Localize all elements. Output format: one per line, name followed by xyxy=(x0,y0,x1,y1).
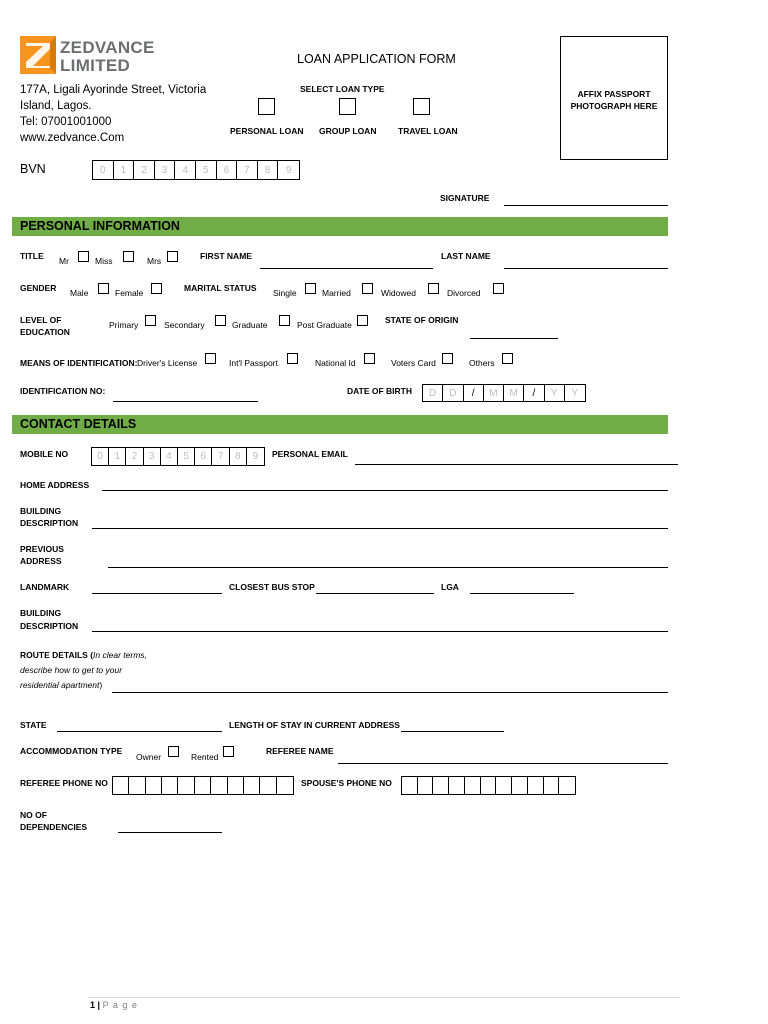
first-name-field[interactable] xyxy=(260,268,433,269)
dob-label: DATE OF BIRTH xyxy=(347,386,413,396)
state-origin-label: STATE OF ORIGIN xyxy=(385,315,459,325)
mobile-digit-boxes[interactable] xyxy=(91,447,265,466)
gender-male-label: Male xyxy=(70,288,89,298)
edu-postgraduate-label: Post Graduate xyxy=(297,320,352,330)
referee-name-label: REFEREE NAME xyxy=(266,746,334,756)
building-desc-field[interactable] xyxy=(92,528,668,529)
marital-widowed-checkbox[interactable] xyxy=(428,283,439,294)
bvn-digit: 0 xyxy=(93,161,114,179)
company-address xyxy=(20,82,206,146)
gender-male-checkbox[interactable] xyxy=(98,283,109,294)
building2-label-2: DESCRIPTION xyxy=(20,621,79,631)
referee-phone-label: REFEREE PHONE NO xyxy=(20,778,108,788)
edu-graduate-label: Graduate xyxy=(232,320,268,330)
email-label: PERSONAL EMAIL xyxy=(272,449,348,459)
bvn-digit: 9 xyxy=(285,164,292,176)
contact-details-heading: CONTACT DETAILS xyxy=(20,417,137,431)
personal-info-band xyxy=(12,217,668,236)
gender-female-label: Female xyxy=(115,288,144,298)
title-mrs-checkbox[interactable] xyxy=(167,251,178,262)
accommodation-rented-checkbox[interactable] xyxy=(223,746,234,757)
state-field[interactable] xyxy=(57,731,222,732)
edu-primary-checkbox[interactable] xyxy=(145,315,156,326)
edu-postgraduate-checkbox[interactable] xyxy=(357,315,368,326)
means-id-drivers-label: Driver's License xyxy=(137,358,198,368)
email-field[interactable] xyxy=(355,464,678,465)
previous-address-label-2: ADDRESS xyxy=(20,556,62,566)
means-id-national-checkbox[interactable] xyxy=(364,353,375,364)
dependencies-label-1: NO OF xyxy=(20,810,47,820)
building-desc-label-1: BUILDING xyxy=(20,506,62,516)
accommodation-owner-label: Owner xyxy=(136,752,162,762)
bus-stop-field[interactable] xyxy=(316,593,434,594)
education-label-line1: LEVEL OF xyxy=(20,315,62,325)
mobile-digit: 3 xyxy=(144,448,161,465)
title-mr-label: Mr xyxy=(59,256,69,266)
mobile-digit: 2 xyxy=(126,448,143,465)
loan-type-travel-label: TRAVEL LOAN xyxy=(398,126,458,136)
marital-married-label: Married xyxy=(322,288,351,298)
means-id-passport-checkbox[interactable] xyxy=(287,353,298,364)
mobile-digit: 7 xyxy=(212,448,229,465)
bvn-digit: 3 xyxy=(155,161,176,179)
means-id-voters-label: Voters Card xyxy=(391,358,436,368)
building2-label-1: BUILDING xyxy=(20,608,62,618)
id-number-field[interactable] xyxy=(113,401,258,402)
company-logo xyxy=(20,36,155,76)
marital-divorced-checkbox[interactable] xyxy=(493,283,504,294)
means-id-drivers-checkbox[interactable] xyxy=(205,353,216,364)
personal-info-heading: PERSONAL INFORMATION xyxy=(20,219,180,233)
landmark-field[interactable] xyxy=(92,593,222,594)
means-id-national-label: National Id xyxy=(315,358,356,368)
dob-cell: D xyxy=(423,385,443,401)
page-word: P a g e xyxy=(102,1000,138,1010)
marital-single-checkbox[interactable] xyxy=(305,283,316,294)
logo-text-line2: LIMITED xyxy=(60,56,131,75)
edu-graduate-checkbox[interactable] xyxy=(279,315,290,326)
accommodation-label: ACCOMMODATION TYPE xyxy=(20,746,123,756)
bvn-digit: 8 xyxy=(258,161,279,179)
loan-type-group-label: GROUP LOAN xyxy=(319,126,377,136)
accommodation-owner-checkbox[interactable] xyxy=(168,746,179,757)
dob-cell: M xyxy=(484,385,504,401)
means-id-others-checkbox[interactable] xyxy=(502,353,513,364)
route-hint-1: In clear terms, xyxy=(93,650,147,660)
page-separator: | xyxy=(97,1000,101,1010)
gender-label: GENDER xyxy=(20,283,57,293)
mobile-digit: 5 xyxy=(178,448,195,465)
bvn-digit: 5 xyxy=(196,161,217,179)
page-number: 1 xyxy=(90,1000,96,1010)
route-hint-2: describe how to get to your xyxy=(20,665,123,675)
dob-separator: / xyxy=(464,385,484,401)
dob-cell: M xyxy=(504,385,524,401)
form-title: LOAN APPLICATION FORM xyxy=(297,52,456,66)
logo-mark-icon xyxy=(20,36,56,74)
building-desc-label-2: DESCRIPTION xyxy=(20,518,79,528)
building2-field[interactable] xyxy=(92,631,668,632)
mobile-digit: 0 xyxy=(92,448,109,465)
title-label: TITLE xyxy=(20,251,44,261)
signature-label: SIGNATURE xyxy=(440,193,490,203)
bvn-label: BVN xyxy=(20,162,46,176)
mobile-digit: 8 xyxy=(230,448,247,465)
photo-label-line2: PHOTOGRAPH HERE xyxy=(570,101,658,111)
passport-photo-box[interactable] xyxy=(560,36,668,160)
route-close: ) xyxy=(99,680,103,690)
signature-line[interactable] xyxy=(504,205,668,206)
address-line2: Island, Lagos. xyxy=(20,100,92,112)
home-address-field[interactable] xyxy=(102,490,668,491)
last-name-field[interactable] xyxy=(504,268,668,269)
marital-status-label: MARITAL STATUS xyxy=(184,283,257,293)
mobile-digit: 9 xyxy=(252,451,259,462)
edu-primary-label: Primary xyxy=(109,320,139,330)
means-id-others-label: Others xyxy=(469,358,495,368)
company-website: www.zedvance.Com xyxy=(20,132,125,144)
previous-address-label-1: PREVIOUS xyxy=(20,544,64,554)
dependencies-field[interactable] xyxy=(118,832,222,833)
bvn-digit: 2 xyxy=(134,161,155,179)
marital-married-checkbox[interactable] xyxy=(362,283,373,294)
footer-rule xyxy=(88,997,680,998)
select-loan-type-label: SELECT LOAN TYPE xyxy=(300,84,385,94)
bvn-digit: 4 xyxy=(175,161,196,179)
route-hint-3: residential apartment xyxy=(20,680,100,690)
loan-type-personal-label: PERSONAL LOAN xyxy=(230,126,304,136)
marital-single-label: Single xyxy=(273,288,297,298)
address-line1: 177A, Ligali Ayorinde Street, Victoria xyxy=(20,84,207,96)
page-footer xyxy=(90,1000,138,1010)
dob-separator: / xyxy=(524,385,544,401)
route-details-field[interactable] xyxy=(112,692,668,693)
mobile-digit: 6 xyxy=(195,448,212,465)
mobile-digit: 4 xyxy=(161,448,178,465)
logo-text-line1: ZEDVANCE xyxy=(60,38,155,57)
loan-type-travel-checkbox[interactable] xyxy=(413,98,430,115)
title-miss-label: Miss xyxy=(95,256,113,266)
spouse-phone-boxes[interactable] xyxy=(401,776,576,795)
state-origin-field[interactable] xyxy=(470,338,558,339)
lga-field[interactable] xyxy=(470,593,574,594)
photo-label-line1: AFFIX PASSPORT xyxy=(577,89,651,99)
length-stay-label: LENGTH OF STAY IN CURRENT ADDRESS xyxy=(229,720,400,730)
loan-type-group-checkbox[interactable] xyxy=(339,98,356,115)
spouse-phone-label: SPOUSE'S PHONE NO xyxy=(301,778,392,788)
company-tel: Tel: 07001001000 xyxy=(20,116,112,128)
loan-type-personal-checkbox[interactable] xyxy=(258,98,275,115)
title-mr-checkbox[interactable] xyxy=(78,251,89,262)
dob-boxes[interactable] xyxy=(422,384,586,402)
bvn-digit-boxes[interactable] xyxy=(92,160,300,180)
referee-name-field[interactable] xyxy=(338,763,668,764)
last-name-label: LAST NAME xyxy=(441,251,491,261)
contact-details-band xyxy=(12,415,668,434)
lga-label: LGA xyxy=(441,582,459,592)
length-stay-field[interactable] xyxy=(401,731,504,732)
home-address-label: HOME ADDRESS xyxy=(20,480,90,490)
means-id-label: MEANS OF IDENTIFICATION: xyxy=(20,358,138,368)
route-details-label xyxy=(20,648,147,693)
marital-divorced-label: Divorced xyxy=(447,288,481,298)
dependencies-label-2: DEPENDENCIES xyxy=(20,822,88,832)
previous-address-field[interactable] xyxy=(108,567,668,568)
id-number-label: IDENTIFICATION NO: xyxy=(20,386,106,396)
route-label: ROUTE DETAILS ( xyxy=(20,650,94,660)
means-id-voters-checkbox[interactable] xyxy=(442,353,453,364)
dob-cell: D xyxy=(443,385,463,401)
education-label-line2: EDUCATION xyxy=(20,327,70,337)
dob-cell: Y xyxy=(571,387,579,399)
accommodation-rented-label: Rented xyxy=(191,752,219,762)
bvn-digit: 6 xyxy=(217,161,238,179)
marital-widowed-label: Widowed xyxy=(381,288,416,298)
dob-cell: Y xyxy=(545,385,565,401)
mobile-label: MOBILE NO xyxy=(20,449,69,459)
first-name-label: FIRST NAME xyxy=(200,251,252,261)
state-label: STATE xyxy=(20,720,47,730)
title-miss-checkbox[interactable] xyxy=(123,251,134,262)
mobile-digit: 1 xyxy=(109,448,126,465)
bvn-digit: 7 xyxy=(237,161,258,179)
means-id-passport-label: Int'l Passport xyxy=(229,358,278,368)
edu-secondary-label: Secondary xyxy=(164,320,205,330)
title-mrs-label: Mrs xyxy=(147,256,162,266)
gender-female-checkbox[interactable] xyxy=(151,283,162,294)
landmark-label: LANDMARK xyxy=(20,582,70,592)
referee-phone-boxes[interactable] xyxy=(112,776,294,795)
bvn-digit: 1 xyxy=(114,161,135,179)
bus-stop-label: CLOSEST BUS STOP xyxy=(229,582,315,592)
edu-secondary-checkbox[interactable] xyxy=(215,315,226,326)
